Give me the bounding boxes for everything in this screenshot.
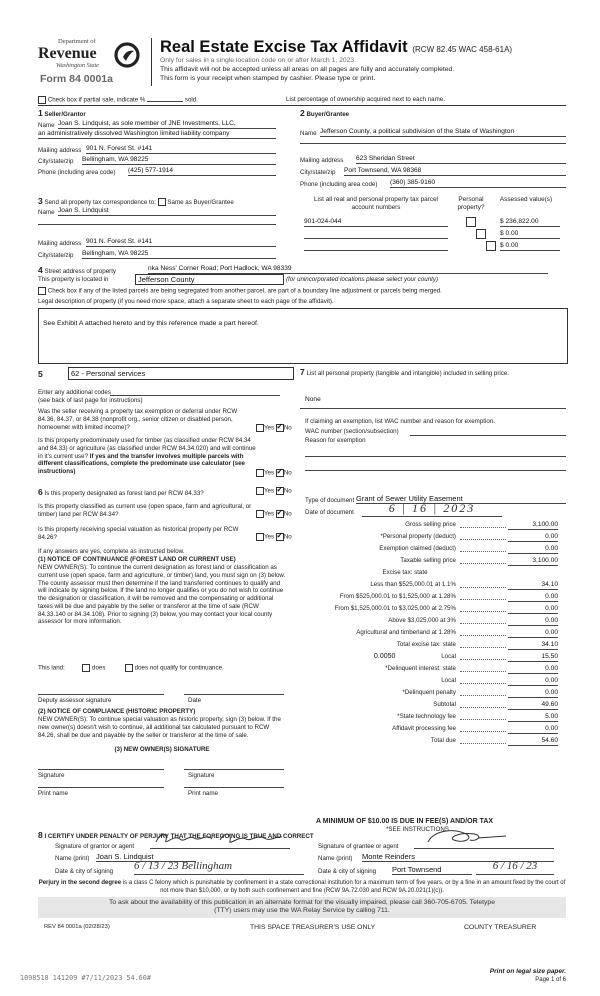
segregation-row (38, 287, 442, 295)
s5-q2-answer (256, 469, 292, 477)
s6-q3-yes-label: Yes (264, 533, 275, 541)
page-number: Page 1 of 6 (535, 977, 566, 983)
tax-row-label: *Personal property (deduct) (380, 533, 456, 540)
s1-title: Seller/Grantor (44, 111, 86, 118)
property-address[interactable]: nka Ness' Corner Road; Port Hadlock, WA 98339 (148, 265, 548, 274)
s6-q2-answer (256, 510, 292, 518)
s5-q2-text: Is this property predominately used for timber (as classified under RCW 84.34 and 84.33) or agriculture (as classified under RCW 84.34.020) and will continue in it's current use? (38, 437, 256, 460)
grantee-name[interactable]: Monte Reinders (362, 852, 554, 862)
owner-sig1-label: Signature (38, 772, 65, 779)
s6-q1-no-label: No (283, 487, 292, 495)
wac-label: WAC number (section/subsection) (305, 428, 399, 435)
corr-name[interactable]: Joan S. Lindquist (58, 207, 276, 216)
buyer-phone-label: Phone (including area code) (300, 181, 378, 188)
assessed-value[interactable]: $ 0.00 (500, 242, 560, 251)
s7-num: 7 (300, 367, 305, 377)
s6-q1-text: Is this property designated as forest land per RCW 84.33? (44, 490, 204, 497)
legal-desc-text: See Exhibit A attached hereto and by this reference made a part hereof. (43, 320, 259, 327)
s7-head (300, 367, 566, 378)
does-not-label: does not qualify for continuance. (134, 664, 224, 672)
access-line2: (TTY) users may use the WA Relay Service by calling 711. (214, 907, 390, 915)
grantor-name-label: Name (print) (55, 855, 90, 862)
dept-revenue: Revenue (38, 45, 97, 62)
s6-q1-yes-label: Yes (264, 487, 275, 495)
grantee-date[interactable]: 6 / 16 / 23 (476, 860, 554, 875)
s6-q3-no-label: No (283, 533, 292, 541)
title-rcw: (RCW 82.45 WAC 458-61A) (412, 45, 513, 54)
s6-q1-yes[interactable] (256, 487, 264, 495)
wac-field[interactable] (410, 429, 566, 436)
tax-row-label: *Delinquent interest: state (385, 665, 456, 672)
s4-address-label: Street address of property (44, 268, 117, 275)
grantee-signature-ink (414, 828, 554, 846)
dept-state: Washington State (56, 62, 99, 69)
wa-logo-icon (114, 42, 140, 68)
s6-q3-answer (256, 533, 292, 541)
parcel-number[interactable]: 901-024-044 (304, 218, 448, 227)
s5-q1-no-label: No (283, 424, 292, 432)
tax-row-value[interactable]: 49.60 (508, 701, 558, 710)
grantee-signature[interactable] (414, 836, 554, 849)
header-divider (151, 38, 152, 86)
segregation-label: Check box if any of the listed parcels are being segregated from another parcel, are part of a boundary line adjustment or parcels being merged. (47, 287, 442, 295)
s5-q2-bold: If yes and the transfer involves multiple parcels with different classifications, complete the predominate use calculator (see instructions) (38, 452, 246, 475)
tax-row-label: Total due (430, 737, 456, 744)
treasurer-only: THIS SPACE TREASURER'S USE ONLY (250, 924, 376, 931)
corr-name-label: Name (38, 209, 55, 216)
tax-row-value[interactable]: 0.00 (508, 593, 558, 602)
tax-row-label: From $525,000.01 to $1,525,000 at 1.28% (339, 593, 456, 600)
location-select[interactable]: Jefferson County (135, 274, 284, 285)
seller-name-line2[interactable]: an administratively dissolved Washington limited liability company (38, 130, 276, 139)
addl-codes-label: Enter any additional codes (38, 389, 111, 396)
tax-row-value[interactable]: 15.50 (508, 653, 558, 662)
corr-city[interactable]: Bellingham, WA 98225 (82, 250, 276, 259)
tax-row-label: Above $3,025,000 at 3% (388, 617, 456, 624)
notice1-body: NEW OWNER(S): To continue the current designation as forest land or classification as current use (open space, farm and agriculture, or timber) land, you must sign on (3) below. The county assessor must then determine if the land transferred continues to qualify and will indicate by signing below. If the land no longer qualifies or you do not wish to continue the designation or classification, it will be removed and the compensating or additional taxes will be due and payable by the seller or transferor at the time of sale (RCW 84.33.140 or 84.34.108). Prior to signing (3) below, you may contact your local county assessor for more information. (38, 564, 286, 626)
does-checkbox[interactable] (82, 664, 90, 672)
s6-q2-yes-label: Yes (264, 510, 275, 518)
tax-row-label: Affidavit processing fee (392, 725, 456, 732)
s3-head (38, 196, 234, 207)
doc-type-label: Type of document (305, 497, 355, 504)
reason-label: Reason for exemption (305, 437, 366, 444)
notice1-head: (1) NOTICE OF CONTINUANCE (FOREST LAND OR CURRENT USE) (38, 556, 236, 563)
assessed-value[interactable]: $ 0.00 (500, 230, 560, 239)
s6-ifany: If any answers are yes, complete as instructed below. (38, 548, 185, 555)
personal-property-checkbox[interactable] (486, 241, 496, 251)
land-use-select[interactable]: 62 - Personal services (68, 367, 294, 380)
tax-row-label: Local (441, 677, 456, 684)
grantee-city[interactable]: Port Townsend (392, 865, 472, 875)
perjury-notice (38, 880, 566, 895)
s6-q3-no[interactable] (276, 533, 284, 541)
s1-num: 1 (38, 108, 43, 118)
tax-row-label: Local (441, 653, 456, 660)
perjury-lead: Perjury in the second degree (38, 880, 122, 886)
personal-property-checkbox[interactable] (466, 217, 476, 227)
buyer-phone[interactable]: (360) 385-9160 (390, 179, 566, 188)
s6-q1-no[interactable] (276, 487, 284, 495)
seller-mail[interactable]: 901 N. Forest St. #141 (86, 145, 276, 154)
owner-sig2-label: Signature (188, 772, 215, 779)
s4-address-row (38, 265, 116, 276)
tax-row-value[interactable]: 0.00 (508, 677, 558, 686)
s5-num: 5 (38, 369, 43, 379)
personal-property-checkbox[interactable] (476, 229, 486, 239)
grantor-signature-ink (150, 830, 290, 846)
s5-q1-yes-label: Yes (264, 424, 275, 432)
tax-row-value[interactable]: 0.00 (508, 617, 558, 626)
buyer-name-label: Name (300, 130, 317, 137)
tax-row-label: From $1,525,000.01 to $3,025,000 at 2.75% (334, 605, 456, 612)
s5-q1: Was the seller receiving a property tax exemption or deferral under RCW 84.36, 84.37, or 84.38 (nonprofit org., senior citizen or disabled person, homeowner with limited income)? (38, 408, 238, 431)
form-title (160, 37, 512, 58)
header-note-3: This form is your receipt when stamped by cashier. Please type or print. (160, 75, 376, 82)
cashier-stamp: 1098518 141209 #7/11/2023 54.60# (20, 974, 151, 982)
location-label: This property is located in (38, 276, 109, 283)
s4-num: 4 (38, 265, 43, 275)
county-treasurer: COUNTY TREASURER (464, 924, 537, 931)
partial-sale-label: Check box if partial sale, indicate % (47, 96, 146, 104)
tax-row-value[interactable]: 54.60 (508, 737, 558, 746)
s8-num: 8 (38, 830, 43, 840)
seller-name-line1[interactable]: Joan S. Lindquist, as sole member of JNE Investments, LLC, (58, 120, 276, 129)
grantor-date-city[interactable]: 6 / 13 / 23 Bellingham (134, 860, 304, 875)
deputy-sig-label: Deputy assessor signature (38, 697, 112, 704)
accessibility-banner (38, 897, 566, 918)
s7-title: List all personal property (tangible and intangible) included in selling price. (306, 370, 510, 377)
doc-date-label: Date of document (305, 509, 354, 516)
seller-phone[interactable]: (425) 577-1914 (128, 167, 276, 176)
tax-row-value[interactable]: 0.00 (508, 533, 558, 542)
notice2-head: (2) NOTICE OF COMPLIANCE (HISTORIC PROPERTY) (38, 708, 196, 715)
grantee-name-label: Name (print) (318, 855, 353, 862)
buyer-city-label: City/state/zip (300, 169, 336, 176)
rev-number: REV 84 0001a (02/28/23) (44, 924, 110, 930)
tax-row-label: Taxable selling price (400, 557, 456, 564)
assessed-value[interactable]: $ 236,822.00 (500, 218, 560, 227)
parcel-col-header: List all real and personal property tax parcel account numbers (314, 196, 438, 211)
s3-title: Send all property tax correspondence to: (44, 199, 156, 206)
s6-q3-yes[interactable] (256, 533, 264, 541)
owner-print2-label: Print name (188, 790, 218, 797)
s8-title: I CERTIFY UNDER PENALTY OF PERJURY THAT THE FOREGOING IS TRUE AND CORRECT (44, 833, 314, 840)
s1-head (38, 108, 86, 119)
tax-row-value[interactable]: 0.00 (508, 545, 558, 554)
personal-col-header: Personal property? (457, 196, 485, 211)
s6-num: 6 (38, 487, 43, 497)
s6-q2: Is this property classified as current use (open space, farm and agricultural, or timber) land per RCW 84.34? (38, 503, 252, 518)
seller-phone-label: Phone (including area code) (38, 169, 116, 176)
header-note-1: Only for sales in a single location code on or after March 1, 2023. (160, 57, 357, 64)
s5-q1-yes[interactable] (256, 424, 264, 432)
partial-sold-label: sold. (184, 96, 198, 104)
seller-name-label: Name (38, 122, 55, 129)
s3-num: 3 (38, 196, 43, 206)
doc-date[interactable]: 6 | 16 | 2023 (362, 501, 502, 517)
partial-pct-field[interactable] (147, 101, 183, 102)
tax-row-value[interactable]: 0.00 (508, 605, 558, 614)
tax-row-value[interactable]: 0.00 (508, 629, 558, 638)
dept-of: Department of (58, 38, 96, 45)
legal-desc-label: Legal description of property (if you need more space, attach a separate sheet to each page of the affidavit). (38, 298, 334, 305)
addl-codes-field[interactable] (110, 389, 280, 396)
same-as-buyer-label: Same as Buyer/Grantee (167, 199, 234, 206)
s6-q3: Is this property receiving special valuation as historical property per RCW 84.26? (38, 526, 239, 541)
s6-q2-no[interactable] (276, 510, 284, 518)
ownership-note: List percentage of ownership acquired next to each name. (286, 96, 445, 103)
s6-q2-yes[interactable] (256, 510, 264, 518)
s5-q2-yes-label: Yes (264, 469, 275, 477)
corr-city-label: City/state/zip (38, 252, 74, 259)
grantor-signature[interactable] (150, 836, 290, 849)
buyer-name[interactable]: Jefferson County, a political subdivision of the State of Washington (320, 128, 566, 137)
tax-row-value[interactable]: 3,100.00 (508, 557, 558, 566)
s2-head (300, 108, 349, 119)
local-rate[interactable]: 0.0050 (374, 653, 396, 660)
minimum-due: A MINIMUM OF $10.00 IS DUE IN FEE(S) AND/OR TAX (316, 818, 494, 825)
tax-row-value[interactable]: 0.00 (508, 665, 558, 674)
s5-q1-answer (256, 424, 292, 432)
owner-print1-label: Print name (38, 790, 68, 797)
seller-city[interactable]: Bellingham, WA 98225 (82, 156, 276, 165)
title-text: Real Estate Excise Tax Affidavit (160, 38, 408, 56)
same-as-buyer-checkbox[interactable] (158, 198, 166, 206)
notice2-body: NEW OWNER(S): To continue special valuation as historic property, sign (3) below. If the new owner(s) doesn't wish to continue, all additional tax calculated pursuant to RCW 84.26, shall be due and payable by the seller or transferor at the time of sale. (38, 716, 281, 739)
s6-q1 (38, 487, 258, 498)
s5-q2-yes[interactable] (256, 469, 264, 477)
deputy-date-label: Date (188, 697, 202, 704)
tax-row-label: *State technology fee (397, 713, 456, 720)
tax-row-value[interactable]: 0.00 (508, 689, 558, 698)
corr-mail-label: Mailing address (38, 240, 82, 247)
legal-paper: Print on legal size paper. (489, 968, 566, 975)
grantor-name[interactable]: Joan S. Lindquist (96, 852, 196, 862)
parcel-number[interactable] (304, 242, 448, 251)
buyer-city[interactable]: Port Townsend, WA 98368 (344, 167, 566, 176)
tax-row-label: Agricultural and timberland at 1.28% (356, 629, 456, 636)
notice3-head: (3) NEW OWNER(S) SIGNATURE (114, 746, 210, 753)
doc-type[interactable]: Grant of Sewer Utility Easement (356, 494, 566, 504)
exempt-note: If claiming an exemption, list WAC number and reason for exemption. (305, 418, 495, 425)
tax-row-label: Subtotal (433, 701, 456, 708)
grantor-sig-label: Signature of grantor or agent (55, 843, 135, 850)
header-note-2: This affidavit will not be accepted unless all areas on all pages are fully and accurately completed. (160, 66, 455, 73)
s5-q2 (38, 437, 256, 476)
seller-mail-label: Mailing address (38, 147, 82, 154)
s2-title: Buyer/Grantee (306, 111, 350, 118)
tax-row-label: Gross selling price (405, 521, 456, 528)
buyer-mail[interactable]: 623 Sheridan Street (356, 155, 566, 164)
tax-row-label: Total excise tax: state (396, 641, 456, 648)
does-label: does (92, 664, 106, 672)
tax-row-value[interactable]: 5.00 (508, 713, 558, 722)
access-line1: To ask about the availability of this publication in an alternate format for the visually impaired, please call 360-705-6705. Teletype (108, 899, 495, 906)
parcel-number[interactable] (304, 230, 448, 239)
form-number: Form 84 0001a (40, 73, 113, 85)
personal-property-list[interactable]: None (305, 396, 321, 403)
tax-row-label: Excise tax: state (382, 569, 428, 576)
this-land-label: This land: (38, 664, 65, 672)
segregation-checkbox[interactable] (38, 287, 46, 295)
s5-q2-no[interactable] (276, 469, 284, 477)
does-not-checkbox[interactable] (125, 664, 133, 672)
legal-desc-box[interactable] (38, 308, 568, 364)
buyer-mail-label: Mailing address (300, 157, 344, 164)
s5-q2-no-label: No (283, 469, 292, 477)
grantor-date-label: Date & city of signing (55, 868, 114, 875)
addl-codes-note: (see back of last page for instructions) (38, 397, 143, 404)
tax-row-value[interactable]: 34.10 (508, 641, 558, 650)
tax-row-label: *Delinquent penalty (402, 689, 456, 696)
seller-city-label: City/state/zip (38, 158, 74, 165)
tax-row-label: Exemption claimed (deduct) (379, 545, 456, 552)
s6-q2-no-label: No (283, 510, 292, 518)
tax-row-label: Less than $525,000.01 at 1.1% (370, 581, 456, 588)
corr-mail[interactable]: 901 N. Forest St. #141 (86, 238, 276, 247)
tax-row-value[interactable]: 34.10 (508, 581, 558, 590)
dor-logo (38, 38, 148, 94)
see-instructions: *SEE INSTRUCTIONS (386, 826, 449, 833)
partial-sale-row (38, 96, 198, 104)
tax-row-value[interactable]: 3,100.00 (508, 521, 558, 530)
partial-sale-checkbox[interactable] (38, 96, 46, 104)
perjury-text: Perjury in the second degree is a class C felony which is punishable by confinement in a state correctional institution for a maximum term of five years, or by a fine in an amount fixed by the court of not more than $10,000, or by both such confinement and fine (RCW 9A.72.030 and RCW 9A.20.021(1)(c)). (38, 880, 566, 894)
location-note: (for unincorporated locations please select your county) (286, 276, 439, 283)
s5-q1-no[interactable] (276, 424, 284, 432)
grantee-sig-label: Signature of grantee or agent (318, 843, 399, 850)
tax-row-value[interactable]: 0.00 (508, 725, 558, 734)
this-land-row (38, 664, 224, 672)
s6-q1-answer (256, 487, 292, 495)
assessed-col-header: Assessed value(s) (499, 196, 553, 203)
s2-num: 2 (300, 108, 305, 118)
grantee-date-label: Date & city of signing (318, 868, 377, 875)
